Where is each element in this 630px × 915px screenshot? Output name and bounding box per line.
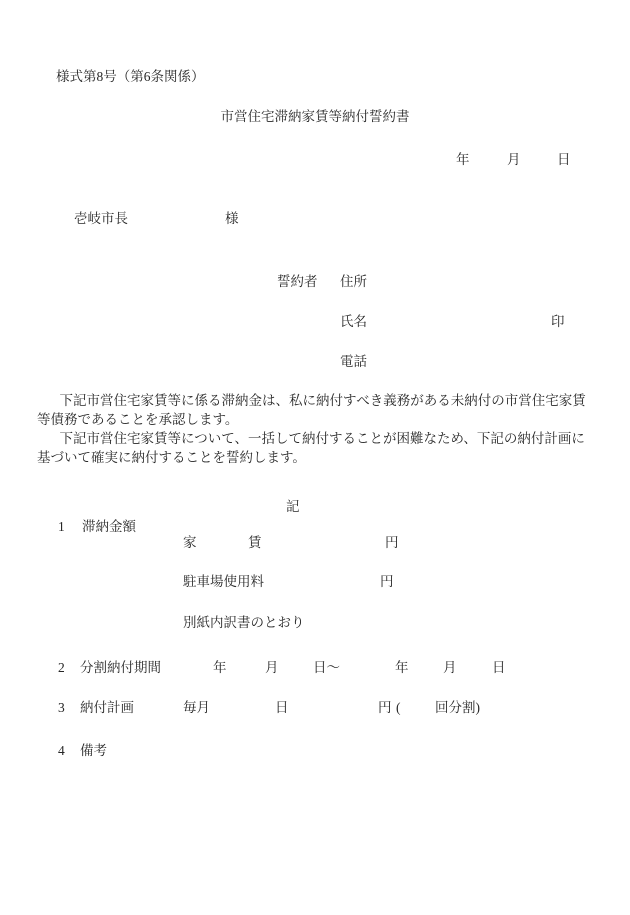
body-paragraph1-line1: 下記市営住宅家賃等に係る滞納金は、私に納付すべき義務がある未納付の市営住宅家賃 xyxy=(46,393,586,408)
item4-label: 備考 xyxy=(80,743,107,758)
pledger-address-label: 住所 xyxy=(340,274,367,289)
form-number: 様式第8号（第6条関係） xyxy=(56,69,205,84)
item1-note: 別紙内訳書のとおり xyxy=(183,615,305,630)
item1-parking-label: 駐車場使用料 xyxy=(183,574,264,589)
item3-every-month-label: 毎月 xyxy=(183,700,210,715)
addressee-name: 壱岐市長 xyxy=(74,211,128,226)
item2-from-day-label: 日～ xyxy=(313,660,340,675)
date-year-label: 年 xyxy=(456,152,470,167)
body-paragraph1-line2: 等債務であることを承認します。 xyxy=(37,412,239,427)
date-day-label: 日 xyxy=(557,152,571,167)
ki-heading: 記 xyxy=(286,499,300,514)
item3-paren-open: ( xyxy=(396,700,401,715)
item1-rent-unit: 円 xyxy=(385,535,399,550)
pledger-role-label: 誓約者 xyxy=(277,274,318,289)
item2-from-month-label: 月 xyxy=(265,660,279,675)
pledger-name-label: 氏名 xyxy=(340,314,367,329)
item1-rent-label-b: 賃 xyxy=(248,535,262,550)
item2-to-year-label: 年 xyxy=(395,660,409,675)
item2-to-day-label: 日 xyxy=(492,660,506,675)
page-title: 市営住宅滞納家賃等納付誓約書 xyxy=(220,109,410,124)
item3-yen-label: 円 xyxy=(378,700,392,715)
item1-number: 1 xyxy=(58,519,65,534)
addressee-honorific: 様 xyxy=(225,211,239,226)
item3-number: 3 xyxy=(58,700,65,715)
item3-split-count-label: 回分割) xyxy=(435,700,480,715)
item3-label: 納付計画 xyxy=(80,700,134,715)
item3-day-label: 日 xyxy=(275,700,289,715)
body-paragraph2-line2: 基づいて確実に納付することを誓約します。 xyxy=(37,450,306,465)
item2-number: 2 xyxy=(58,660,65,675)
pledger-phone-label: 電話 xyxy=(340,354,367,369)
item1-parking-unit: 円 xyxy=(380,574,394,589)
date-month-label: 月 xyxy=(507,152,521,167)
item2-label: 分割納付期間 xyxy=(80,660,161,675)
item2-to-month-label: 月 xyxy=(443,660,457,675)
pledger-seal-label: 印 xyxy=(551,314,565,329)
item2-from-year-label: 年 xyxy=(213,660,227,675)
item4-number: 4 xyxy=(58,743,65,758)
item1-label: 滞納金額 xyxy=(82,519,136,534)
body-paragraph2-line1: 下記市営住宅家賃等について、一括して納付することが困難なため、下記の納付計画に xyxy=(46,431,585,446)
item1-rent-label-a: 家 xyxy=(183,535,197,550)
